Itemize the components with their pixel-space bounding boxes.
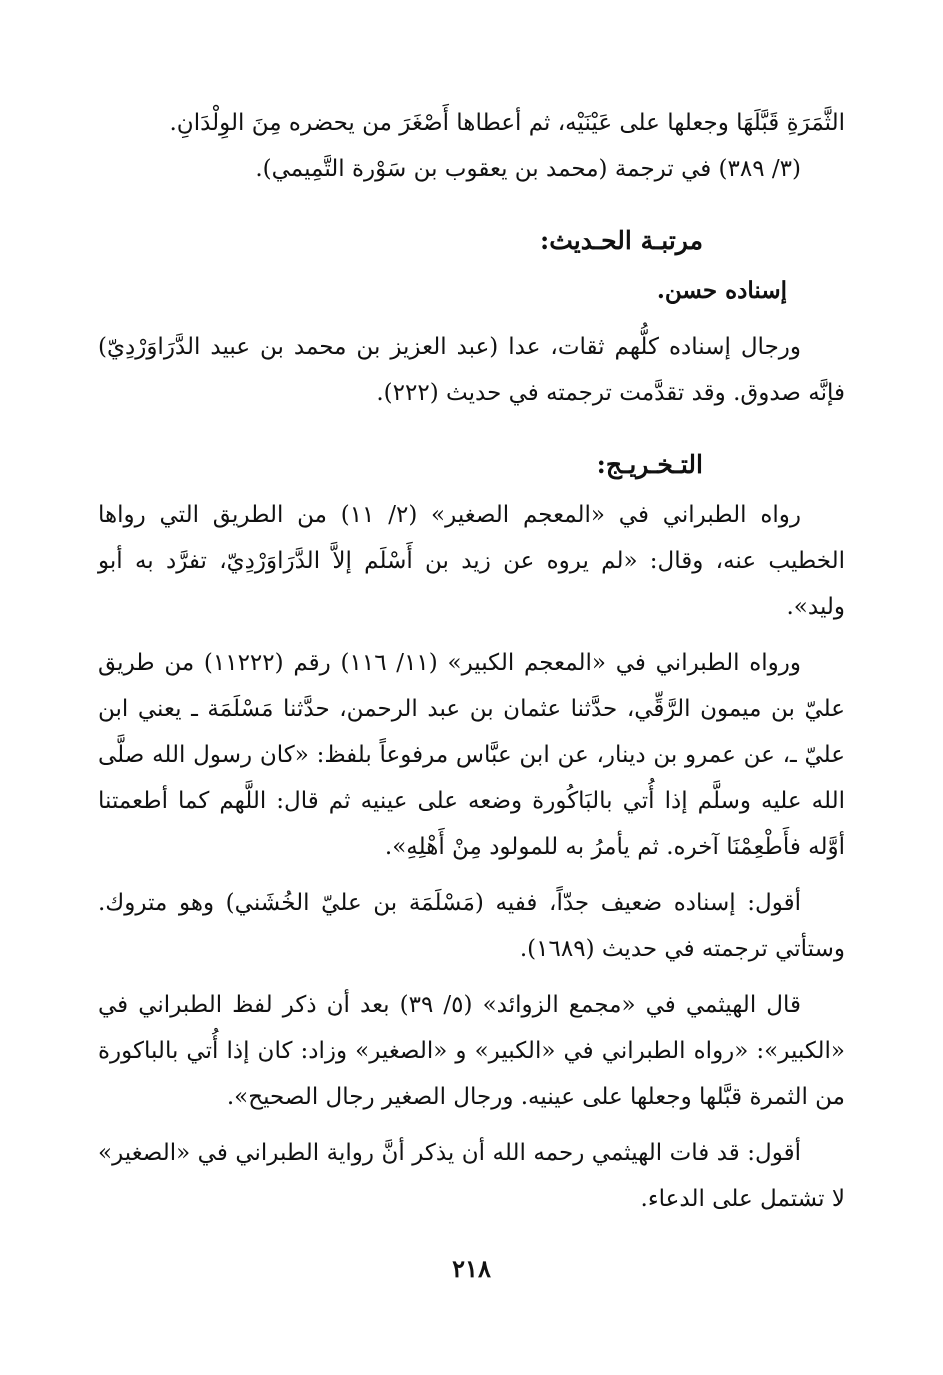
page-body bbox=[98, 100, 845, 1222]
paragraph-takhrij-kabir: ورواه الطبراني في «المعجم الكبير» (١١/ ١١٦) رقم (١١٢٢٢) من طريق عليّ بن ميمون الرَّقِّي، حدَّثنا عثمان بن عبد الرحمن، حدَّثنا مَسْلَمَة ـ يعني ابن عليّ ـ، عن عمرو بن دينار، عن ابن عبَّاس مرفوعاً بلفظ: «كان رسول الله صلَّى الله عليه وسلَّم إذا أُتي بالبَاكُورة وضعه على عينيه ثم قال: اللَّهم كما أطعمتنا أوَّله فأَطْعِمْنَا آخره. ثم يأمرُ به للمولود مِنْ أَهْلِهِ». bbox=[98, 650, 845, 860]
paragraph-takhrij-saghir: رواه الطبراني في «المعجم الصغير» (٢/ ١١) من الطريق التي رواها الخطيب عنه، وقال: «لم يروه عن زيد بن أَسْلَم إلاَّ الدَّرَاوَرْدِيّ، تفرَّد به أبو وليد». bbox=[98, 502, 845, 620]
section-heading-takhrij: التـخـريـج: bbox=[596, 450, 703, 479]
page-number: ٢١٨ bbox=[452, 1254, 491, 1283]
section-heading-hadith-grade: مرتبـة الحـديث: bbox=[539, 226, 703, 255]
grade-statement: إسناده حسن. bbox=[656, 277, 787, 304]
paragraph-narrators: ورجال إسناده كلُّهم ثقات، عدا (عبد العزيز بن محمد بن عبيد الدَّرَاوَرْدِيّ) فإنَّه صدوق. وقد تقدَّمت ترجمته في حديث (٢٢٢). bbox=[98, 334, 845, 406]
paragraph-conclusion: أقول: قد فات الهيثمي رحمه الله أن يذكر أنَّ رواية الطبراني في «الصغير» لا تشتمل على الدعاء. bbox=[98, 1140, 845, 1212]
paragraph-continuation: الثَّمَرَةِ قَبَّلَهَا وجعلها على عَيْنَيْه، ثم أعطاها أَصْغَرَ من يحضره مِنَ الوِلْدَانِ. bbox=[169, 110, 845, 136]
paragraph-haythami: قال الهيثمي في «مجمع الزوائد» (٥/ ٣٩) بعد أن ذكر لفظ الطبراني في «الكبير»: «رواه الطبراني في «الكبير» و «الصغير» وزاد: كان إذا أُتي بالباكورة من الثمرة قبَّلها وجعلها على عينيه. ورجال الصغير رجال الصحيح». bbox=[98, 992, 845, 1110]
paragraph-reference: (٣/ ٣٨٩) في ترجمة (محمد بن يعقوب بن سَوْرة التَّمِيمي). bbox=[255, 156, 801, 182]
paragraph-assessment: أقول: إسناده ضعيف جدّاً، ففيه (مَسْلَمَة بن عليّ الخُشَني) وهو متروك. وستأتي ترجمته في حديث (١٦٨٩). bbox=[98, 890, 845, 962]
